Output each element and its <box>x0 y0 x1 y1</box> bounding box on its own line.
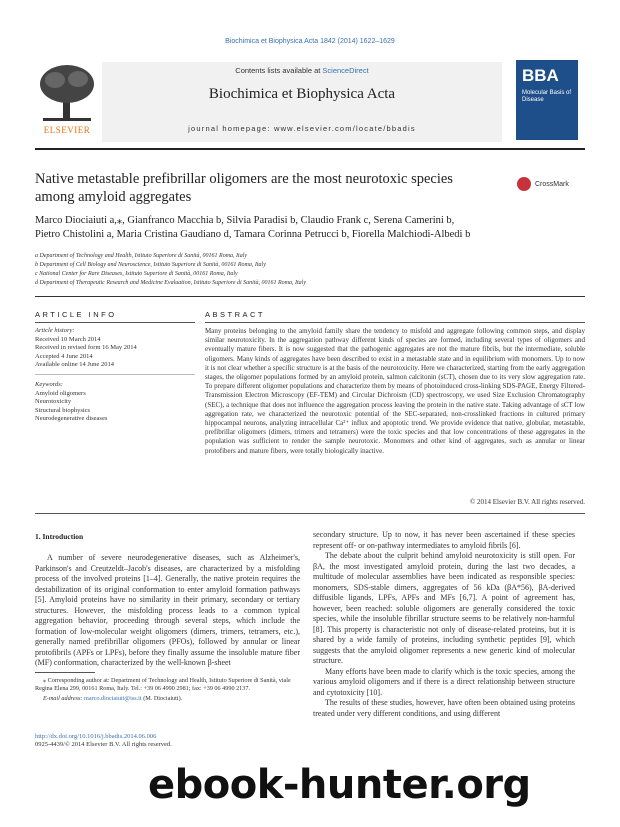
cover-subtitle: Molecular Basis of Disease <box>522 90 572 103</box>
contents-prefix: Contents lists available at <box>235 66 323 75</box>
copyright-notice: © 2014 Elsevier B.V. All rights reserved. <box>469 498 585 506</box>
article-info-heading: ARTICLE INFO <box>35 310 117 319</box>
affiliations <box>35 252 585 288</box>
abstract-bottom-rule <box>35 513 585 514</box>
cover-title: BBA <box>522 66 559 85</box>
affiliation-b: b Department of Cell Biology and Neuroscience, Istituto Superiore di Sanità, 00161 Roma, Italy <box>35 262 266 268</box>
contents-line <box>102 66 502 75</box>
header-rule <box>35 148 585 150</box>
history-revised: Received in revised form 16 May 2014 <box>35 344 137 351</box>
email-link[interactable]: marco.diociaiuti@iss.it <box>84 695 142 702</box>
keywords-block <box>35 381 195 424</box>
article-history <box>35 327 195 370</box>
journal-citation[interactable]: Biochimica et Biophysica Acta 1842 (2014) 1622–1629 <box>225 38 395 45</box>
affiliations-rule <box>35 296 585 297</box>
watermark-text: ebook-hunter.org <box>148 762 531 808</box>
history-online: Available online 14 June 2014 <box>35 361 114 368</box>
affiliation-a: a Department of Technology and Health, Istituto Superiore di Sanità, 00161 Roma, Italy <box>35 253 248 259</box>
elsevier-wordmark[interactable]: ELSEVIER <box>43 125 91 135</box>
history-received: Received 10 March 2014 <box>35 335 101 343</box>
doi-link[interactable]: http://dx.doi.org/10.1016/j.bbadis.2014.06.006 <box>35 733 157 740</box>
crossmark-icon[interactable] <box>517 177 531 191</box>
intro-paragraph-5: The results of these studies, however, have often been obtained using proteins treated under very different conditions, and using different <box>313 698 575 718</box>
article-info-rule <box>35 322 195 323</box>
journal-homepage <box>102 124 502 133</box>
corresponding-author-note: ⁎ Corresponding author at: Department of Technology and Health, Istituto Superiore di Sanità, viale Regina Elena 299, 00161 Roma, Italy. Tel.: +39 06 4990 2981; fax: +39 06 4990 2137. <box>35 677 291 692</box>
intro-left-column <box>35 553 300 669</box>
article-title: Native metastable prefibrillar oligomers are the most neurotoxic species among amyloid aggregates <box>35 171 453 205</box>
intro-paragraph-1: A number of severe neurodegenerative diseases, such as Alzheimer's, Parkinson's and Creutzeldt–Jacob's diseases, are characterized by a misfolding process of the involved proteins [1–4]. Generally, the native protein requires the destabilization of its original conformation to enter amyloid formation pathways [5]. Amyloid proteins have no similarity in their primary, secondary or tertiary structures. However, the misfolding process leads to a common typical aggregation behavior, proceeding through several steps, which include the formation of low-molecular weight oligomers (dimers, trimers, tetramers, etc.), generally named prefibrillar oligomers (PFOs), followed by annular or linear protofibrils (APFs or LPFs), before they finally assume the insoluble mature fiber (MF) conformation, characterized by the well-known β-sheet <box>35 553 300 667</box>
keywords-rule <box>35 374 195 375</box>
author-list <box>35 214 585 242</box>
authors-line-1[interactable]: Marco Diociaiuti a,⁎, Gianfranco Macchia b, Silvia Paradisi b, Claudio Frank c, Serena Camerini b, <box>35 215 455 226</box>
homepage-link[interactable]: www.elsevier.com/locate/bbadis <box>273 124 416 133</box>
sciencedirect-link[interactable]: ScienceDirect <box>322 66 369 75</box>
intro-paragraph-3: The debate about the culprit behind amyloid neurotoxicity is still open. For βA, the most investigated amyloid protein, during the last two decades, a multitude of molecular assemblies have been indicated as responsible species: monomers, SDS-stable dimers, aggregates of 56 kDa (βA*56), βA-derived diffusible ligands, LPFs, APFs and MFs [6,7]. A point of agreement has, however, been reached: soluble oligomers are generally considered the toxic species, while the insoluble fibrillar structure seems to be relatively non-harmful [8]. This property is characteristic not only of disease-related proteins, but it is shared by a wide family of proteins, including synthetic peptides [9], which suggests that the amyloid oligomer represents a new generic kind of molecular structure. <box>313 551 575 665</box>
keyword-item: Neurodegenerative diseases <box>35 415 108 422</box>
abstract-rule <box>205 322 585 323</box>
homepage-prefix: journal homepage: <box>188 124 274 133</box>
affiliation-c: c National Center for Rare Diseases, Istituto Superiore di Sanità, 00161 Roma, Italy <box>35 271 238 277</box>
intro-paragraph-2: secondary structure. Up to now, it has never been ascertained if these species represent off- or on-pathway intermediates to amyloid fibrils [6]. <box>313 530 575 550</box>
email-suffix: (M. Diociaiuti). <box>141 695 183 702</box>
keyword-item: Structural biophysics <box>35 406 91 414</box>
abstract-text: Many proteins belonging to the amyloid family share the tendency to misfold and aggregate following common steps, and display similar neurotoxicity. In the aggregation pathway different kinds of species are formed, including several types of oligomers and eventually mature fibers. It is now suggested that the pathogenic aggregates are not the mature fibrils, but the intermediate, soluble oligomers. Many kinds of aggregates have been described to exist in a metastable state and in equilibrium with monomers. Up to now it is not clear whether a specific structure is at the basis of the neurotoxicity. Here we characterized, starting from the early aggregation stages, the oligomer populations formed by an amyloid protein, salmon calcitonin (sCT), chosen due to its very slow aggregation rate. To prepare different oligomer populations and characterize them by means of photoinduced cross-linking SDS-PAGE, Energy Filtered-Transmission Electron Microscopy (EF-TEM) and Circular Dichroism (CD) spectroscopy, we used Size Exclusion Chromatography (SEC), a technique that does not influence the aggregation process leaving the protein in the native state. Taking advantage of sCT low aggregation rate, we characterized the neurotoxic potential of the SEC-separated, non-crosslinked fractions in cultured primary hippocampal neurons, analyzing intracellular Ca²⁺ influx and apoptotic trend. We provide evidence that native, globular, metastable, prefibrillar oligomers (dimers, trimers and tetramers) were the toxic species and that low concentrations of these aggregates in the population was sufficient to render the sample neurotoxic. Monomers and other kind of aggregates, such as annular or linear protofibers and mature fibers, were totally biologically inactive. <box>205 327 585 455</box>
section-heading-introduction: 1. Introduction <box>35 532 84 541</box>
intro-right-column <box>313 530 575 719</box>
email-label: E-mail address: <box>43 695 85 702</box>
journal-title: Biochimica et Biophysica Acta <box>208 86 396 102</box>
footnote-rule <box>35 672 95 673</box>
keyword-item: Neurotoxicity <box>35 398 72 405</box>
abstract-heading: ABSTRACT <box>205 310 266 319</box>
journal-cover-image[interactable] <box>516 60 578 140</box>
affiliation-d: d Department of Therapeutic Research and Medicine Evaluation, Istituto Superiore di Sanità, 00161 Roma, Italy <box>35 280 307 286</box>
keywords-label: Keywords: <box>35 381 63 388</box>
history-accepted: Accepted 4 June 2014 <box>35 352 93 360</box>
crossmark-label[interactable]: CrossMark <box>535 181 569 188</box>
intro-paragraph-4: Many efforts have been made to clarify which is the toxic species, among the various amyloid oligomers and if there is a direct relationship between structure and cytotoxicity [10]. <box>313 666 575 697</box>
issn-line: 0925-4439/© 2014 Elsevier B.V. All rights reserved. <box>35 741 172 748</box>
history-label: Article history: <box>35 327 75 334</box>
footnote-block <box>35 677 300 705</box>
elsevier-tree-logo <box>35 62 99 134</box>
keyword-item: Amyloid oligomers <box>35 389 86 397</box>
authors-line-2[interactable]: Pietro Chistolini a, Maria Cristina Gaudiano d, Tamara Corinna Petrucci b, Fiorella Malchiodi-Albedi b <box>35 229 471 240</box>
